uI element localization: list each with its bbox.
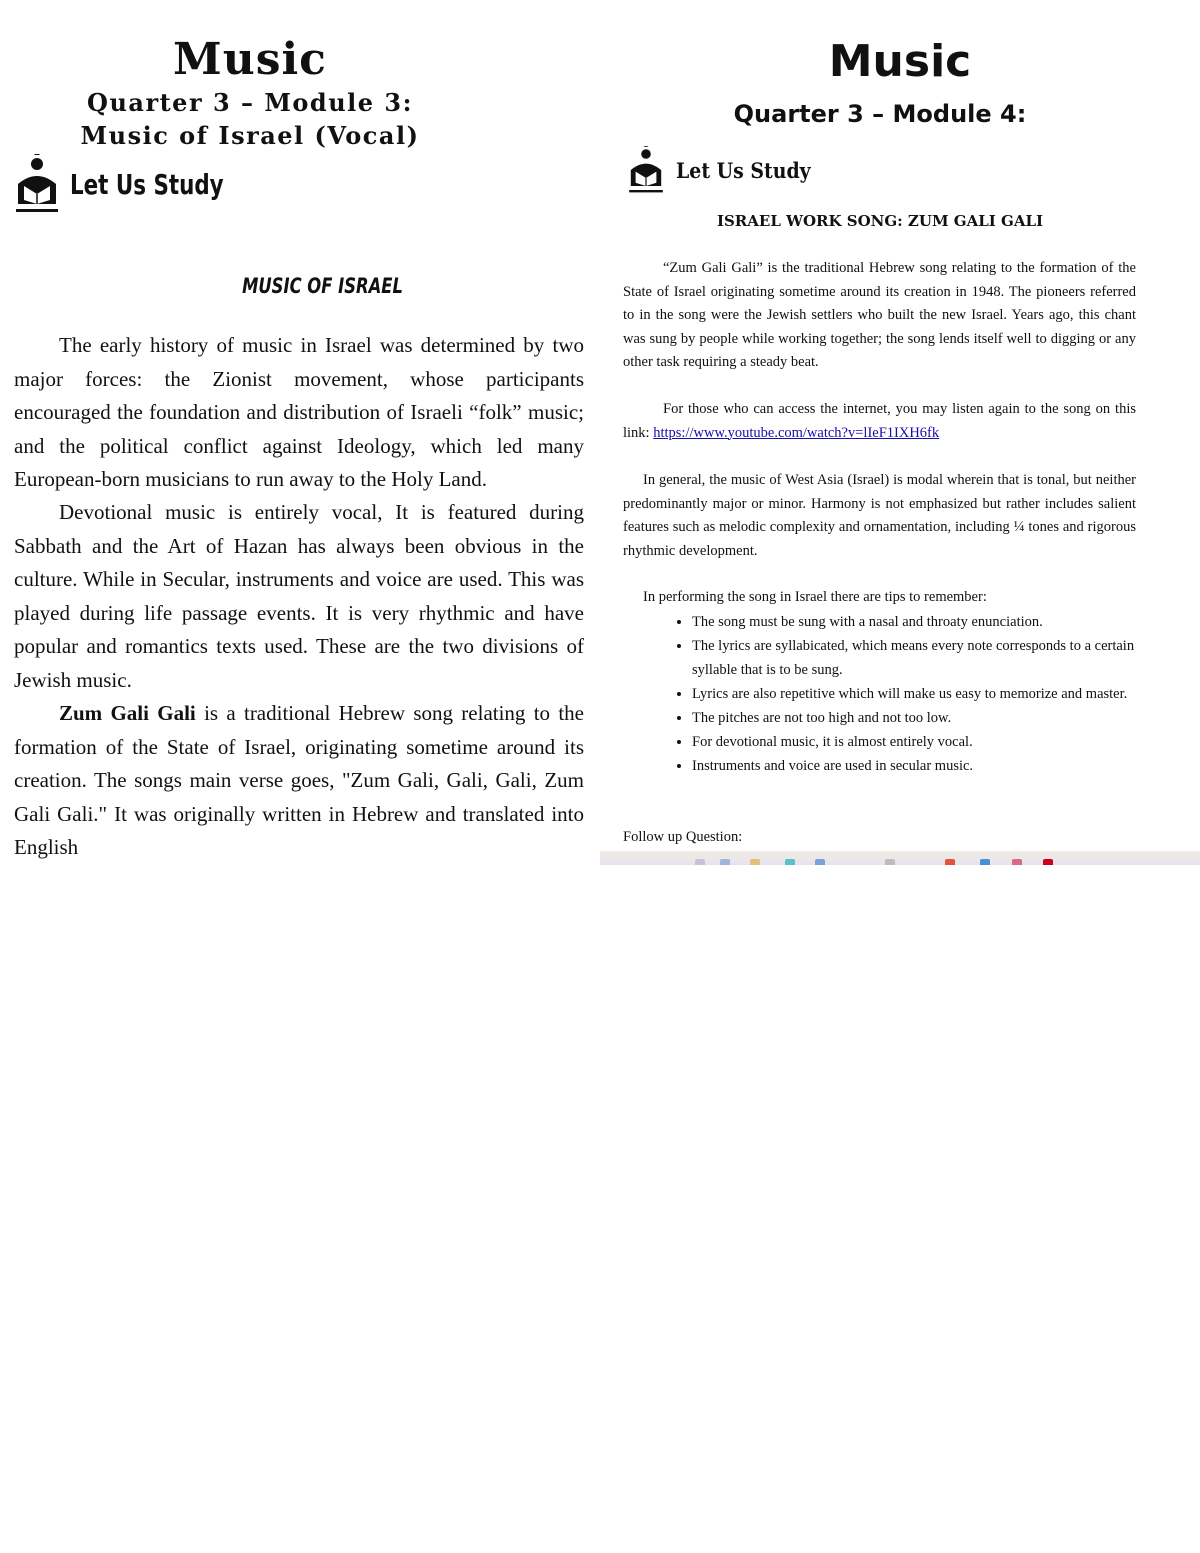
follow-up-label: Follow up Question: (623, 829, 743, 845)
let-us-study-header (14, 154, 251, 214)
let-us-study-label: Let Us Study (676, 157, 811, 183)
paragraph-zum-gali: Zum Gali Gali is a traditional Hebrew song relating to the formation of the State of Israel, originating sometime around its creation. The songs main verse goes, "Zum Gali, Gali, Gali, Zum Gali Gali." It was originally written in Hebrew and translated into English (14, 701, 585, 859)
taskbar-icon[interactable] (885, 859, 895, 865)
taskbar-icon[interactable] (945, 859, 955, 865)
paragraph-intro: “Zum Gali Gali” is the traditional Hebrew song relating to the formation of the State of Israel originating sometime around its creation in 1948. The pioneers referred to in the song were the Jewish settlers who built the new Israel. Years ago, this chant was sung by people while working together; the song lends itself well to digging or any other task requiring a steady beat. (623, 260, 1136, 370)
taskbar-icon[interactable] (1012, 859, 1022, 865)
taskbar-icon[interactable] (815, 859, 825, 865)
taskbar-icon[interactable] (720, 859, 730, 865)
module-subtitle (0, 86, 500, 152)
let-us-study-label: Let Us Study (70, 167, 224, 201)
taskbar-strip (600, 851, 1200, 865)
taskbar-icon[interactable] (750, 859, 760, 865)
youtube-link[interactable]: https://www.youtube.com/watch?v=lIeF1IXH6fk (653, 424, 940, 441)
reading-person-icon (14, 154, 60, 214)
page-title: Music (173, 34, 327, 85)
list-item: • For devotional music, it is almost entirely vocal. (692, 730, 1162, 754)
left-page (0, 0, 600, 870)
module-subtitle: Quarter 3 – Module 4: (733, 100, 1027, 128)
song-name: Zum Gali Gali (59, 701, 196, 725)
page-title: Music (828, 36, 972, 87)
list-item: • The pitches are not too high and not too low. (692, 706, 1162, 730)
taskbar-icon[interactable] (980, 859, 990, 865)
module-subtitle-line1: Quarter 3 – Module 3: (87, 88, 413, 117)
taskbar-icon[interactable] (695, 859, 705, 865)
reading-person-icon (626, 146, 666, 194)
list-item: • The lyrics are syllabicated, which means every note corresponds to a certain syllable that is to be sung. (692, 634, 1162, 682)
let-us-study-header (626, 146, 826, 194)
right-page (600, 0, 1200, 870)
paragraph-tips-intro: In performing the song in Israel there are tips to remember: (643, 589, 987, 605)
taskbar-icon[interactable] (1043, 859, 1053, 865)
section-heading: ISRAEL WORK SONG: ZUM GALI GALI (716, 212, 1044, 230)
taskbar-icon[interactable] (785, 859, 795, 865)
tips-list (670, 610, 1162, 778)
paragraph-modal: In general, the music of West Asia (Israel) is modal wherein that is tonal, but neither predominantly major or minor. Harmony is not emphasized but rather includes salient features such as melodic complexity and ornamentation, including ¼ tones and rigorous rhythmic development. (623, 472, 1136, 559)
module-subtitle-line2: Music of Israel (Vocal) (80, 121, 420, 150)
section-heading: MUSIC OF ISRAEL (242, 274, 403, 298)
list-item: • The song must be sung with a nasal and throaty enunciation. (692, 610, 1162, 634)
paragraph-link: For those who can access the internet, you may listen again to the song on this link: https://www.youtube.com/watch?v=lIeF1IXH6fk (623, 401, 1136, 441)
list-item: • Lyrics are also repetitive which will make us easy to memorize and master. (692, 682, 1162, 706)
paragraph-devotional: Devotional music is entirely vocal, It is featured during Sabbath and the Art of Hazan has always been obvious in the culture. While in Secular, instruments and voice are used. This was played during life passage events. It is very rhythmic and have popular and romantics texts used. These are the two divisions of Jewish music. (14, 500, 584, 692)
paragraph-history: The early history of music in Israel was determined by two major forces: the Zionist movement, whose participants encouraged the foundation and distribution of Israeli “folk” music; and the political conflict against Ideology, which led many European-born musicians to run away to the Holy Land. (14, 333, 584, 491)
list-item: • Instruments and voice are used in secular music. (692, 754, 1162, 778)
